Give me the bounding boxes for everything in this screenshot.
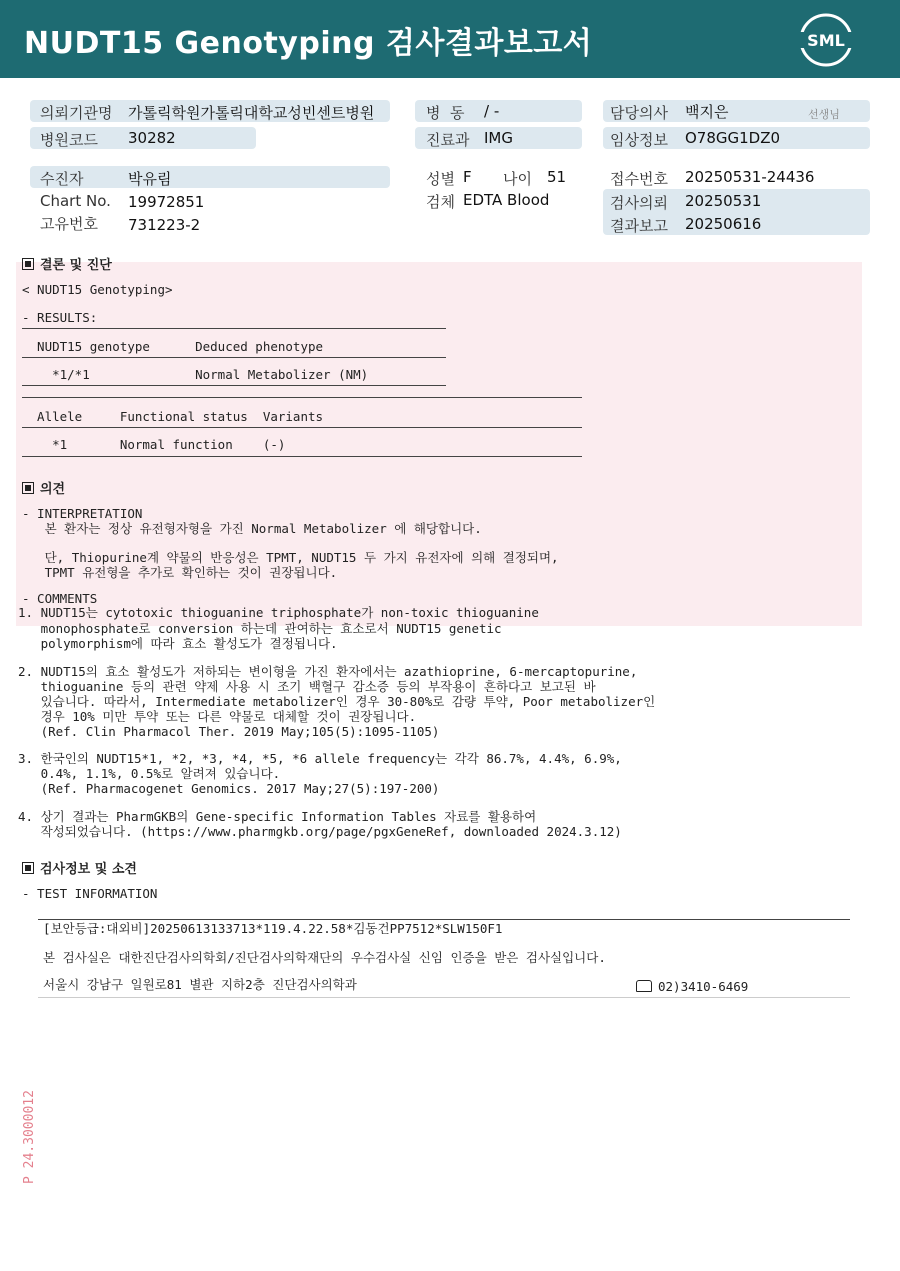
phone-icon — [636, 980, 652, 992]
interpretation-line: 본 환자는 정상 유전형자형을 가진 Normal Metabolizer 에 해당합니다. — [22, 521, 482, 536]
sex-value: F — [463, 168, 472, 186]
patient-row-bg — [30, 166, 390, 188]
square-bullet-icon — [22, 862, 34, 874]
doctor-suffix: 선생님 — [808, 108, 840, 121]
comment-line: thioguanine 등의 관련 약제 사용 시 조기 백혈구 감소증 등의 부작용이 흔하다고 보고된 바 — [18, 679, 596, 694]
divider — [38, 997, 850, 998]
square-bullet-icon — [22, 482, 34, 494]
doctor-label: 담당의사 — [610, 104, 668, 122]
receipt-stamp: P 24.3000012 — [22, 1090, 37, 1184]
unique-no-value: 731223-2 — [128, 216, 201, 234]
institution-label: 의뢰기관명 — [40, 104, 113, 122]
section-test-info: 검사정보 및 소견 — [22, 858, 137, 877]
age-label: 나이 — [503, 170, 532, 188]
allele-table-header: Allele Functional status Variants — [22, 409, 324, 424]
address-line: 서울시 강남구 일원로81 별관 지하2층 진단검사의학과 — [28, 977, 357, 992]
receipt-no-value: 20250531-24436 — [685, 168, 815, 186]
specimen-value: EDTA Blood — [463, 191, 550, 209]
clinical-info-value: O78GG1DZ0 — [685, 129, 781, 147]
logo-text: SML — [807, 31, 845, 50]
divider — [22, 328, 446, 329]
sml-logo — [798, 12, 854, 68]
genotype-table-row: *1/*1 Normal Metabolizer (NM) — [22, 367, 369, 382]
ward-value: / - — [484, 102, 500, 120]
section-opinion: 의견 — [22, 478, 65, 497]
age-value: 51 — [547, 168, 567, 186]
chart-no-label: Chart No. — [40, 192, 111, 210]
hospital-code-label: 병원코드 — [40, 131, 98, 149]
interpretation-line: 단, Thiopurine계 약물의 반응성은 TPMT, NUDT15 두 가지 유전자에 의해 결정되며, — [22, 550, 559, 565]
hospital-code-value: 30282 — [128, 129, 176, 147]
unique-no-label: 고유번호 — [40, 215, 98, 233]
comment-line: 작성되었습니다. (https://www.pharmgkb.org/page/pgxGeneRef, downloaded 2024.3.12) — [18, 824, 622, 839]
divider — [38, 919, 850, 920]
genotype-table-header: NUDT15 genotype Deduced phenotype — [22, 339, 324, 354]
report-body — [16, 252, 864, 1184]
comment-line: 경우 10% 미만 투약 또는 다른 약물로 대체할 것이 권장됩니다. — [18, 709, 417, 724]
comments-label: - COMMENTS — [22, 591, 98, 606]
comment-line: (Ref. Pharmacogenet Genomics. 2017 May;27(5):197-200) — [18, 781, 440, 796]
sex-label: 성별 — [426, 170, 455, 188]
comment-line: 0.4%, 1.1%, 0.5%로 알려져 있습니다. — [18, 766, 281, 781]
comment-line: monophosphate로 conversion 하는데 관여하는 효소로서 NUDT15 genetic — [18, 621, 502, 636]
request-date-label: 검사의뢰 — [610, 194, 668, 212]
divider — [22, 427, 582, 428]
test-title-line: < NUDT15 Genotyping> — [22, 282, 173, 297]
divider — [22, 456, 582, 457]
clinical-info-label: 임상정보 — [610, 131, 668, 149]
report-title: NUDT15 Genotyping 검사결과보고서 — [24, 26, 593, 61]
ward-label: 병 동 — [426, 104, 465, 122]
patient-value: 박유림 — [128, 170, 172, 188]
comment-line: 3. 한국인의 NUDT15*1, *2, *3, *4, *5, *6 allele frequency는 각각 86.7%, 4.4%, 6.9%, — [18, 751, 622, 766]
interpretation-label: - INTERPRETATION — [22, 506, 143, 521]
divider — [22, 397, 582, 398]
test-info-label: - TEST INFORMATION — [22, 886, 158, 901]
certification-line: 본 검사실은 대한진단검사의학회/진단검사의학재단의 우수검사실 신임 인증을 받은 검사실입니다. — [28, 950, 606, 965]
comment-line: polymorphism에 따라 효소 활성도가 결정됩니다. — [18, 636, 338, 651]
department-label: 진료과 — [426, 131, 470, 149]
section-conclusion: 결론 및 진단 — [22, 254, 112, 273]
specimen-label: 검체 — [426, 193, 455, 211]
institution-value: 가톨릭학원가톨릭대학교성빈센트병원 — [128, 104, 375, 122]
results-label: - RESULTS: — [22, 310, 98, 325]
report-header — [0, 0, 900, 78]
phone-line: 02)3410-6469 — [636, 979, 748, 994]
receipt-no-label: 접수번호 — [610, 170, 668, 188]
allele-table-row: *1 Normal function (-) — [22, 437, 286, 452]
comment-line: 1. NUDT15는 cytotoxic thioguanine triphosphate가 non-toxic thioguanine — [18, 605, 539, 620]
interpretation-line: TPMT 유전형을 추가로 확인하는 것이 권장됩니다. — [22, 565, 338, 580]
comment-line: (Ref. Clin Pharmacol Ther. 2019 May;105(5):1095-1105) — [18, 724, 440, 739]
security-line: [보안등급:대외비]20250613133713*119.4.22.58*김동건PP7512*SLW150F1 — [28, 921, 503, 936]
comment-line: 2. NUDT15의 효소 활성도가 저하되는 변이형을 가진 환자에서는 azathioprine, 6-mercaptopurine, — [18, 664, 638, 679]
square-bullet-icon — [22, 258, 34, 270]
request-date-value: 20250531 — [685, 192, 762, 210]
report-date-label: 결과보고 — [610, 217, 668, 235]
department-value: IMG — [484, 129, 513, 147]
divider — [22, 385, 446, 386]
report-date-value: 20250616 — [685, 215, 762, 233]
divider — [22, 357, 446, 358]
doctor-value: 백지은 — [685, 103, 729, 121]
patient-label: 수진자 — [40, 170, 84, 188]
chart-no-value: 19972851 — [128, 193, 205, 211]
comment-line: 있습니다. 따라서, Intermediate metabolizer인 경우 30-80%로 감량 투약, Poor metabolizer인 — [18, 694, 656, 709]
comment-line: 4. 상기 결과는 PharmGKB의 Gene-specific Information Tables 자료를 활용하여 — [18, 809, 537, 824]
